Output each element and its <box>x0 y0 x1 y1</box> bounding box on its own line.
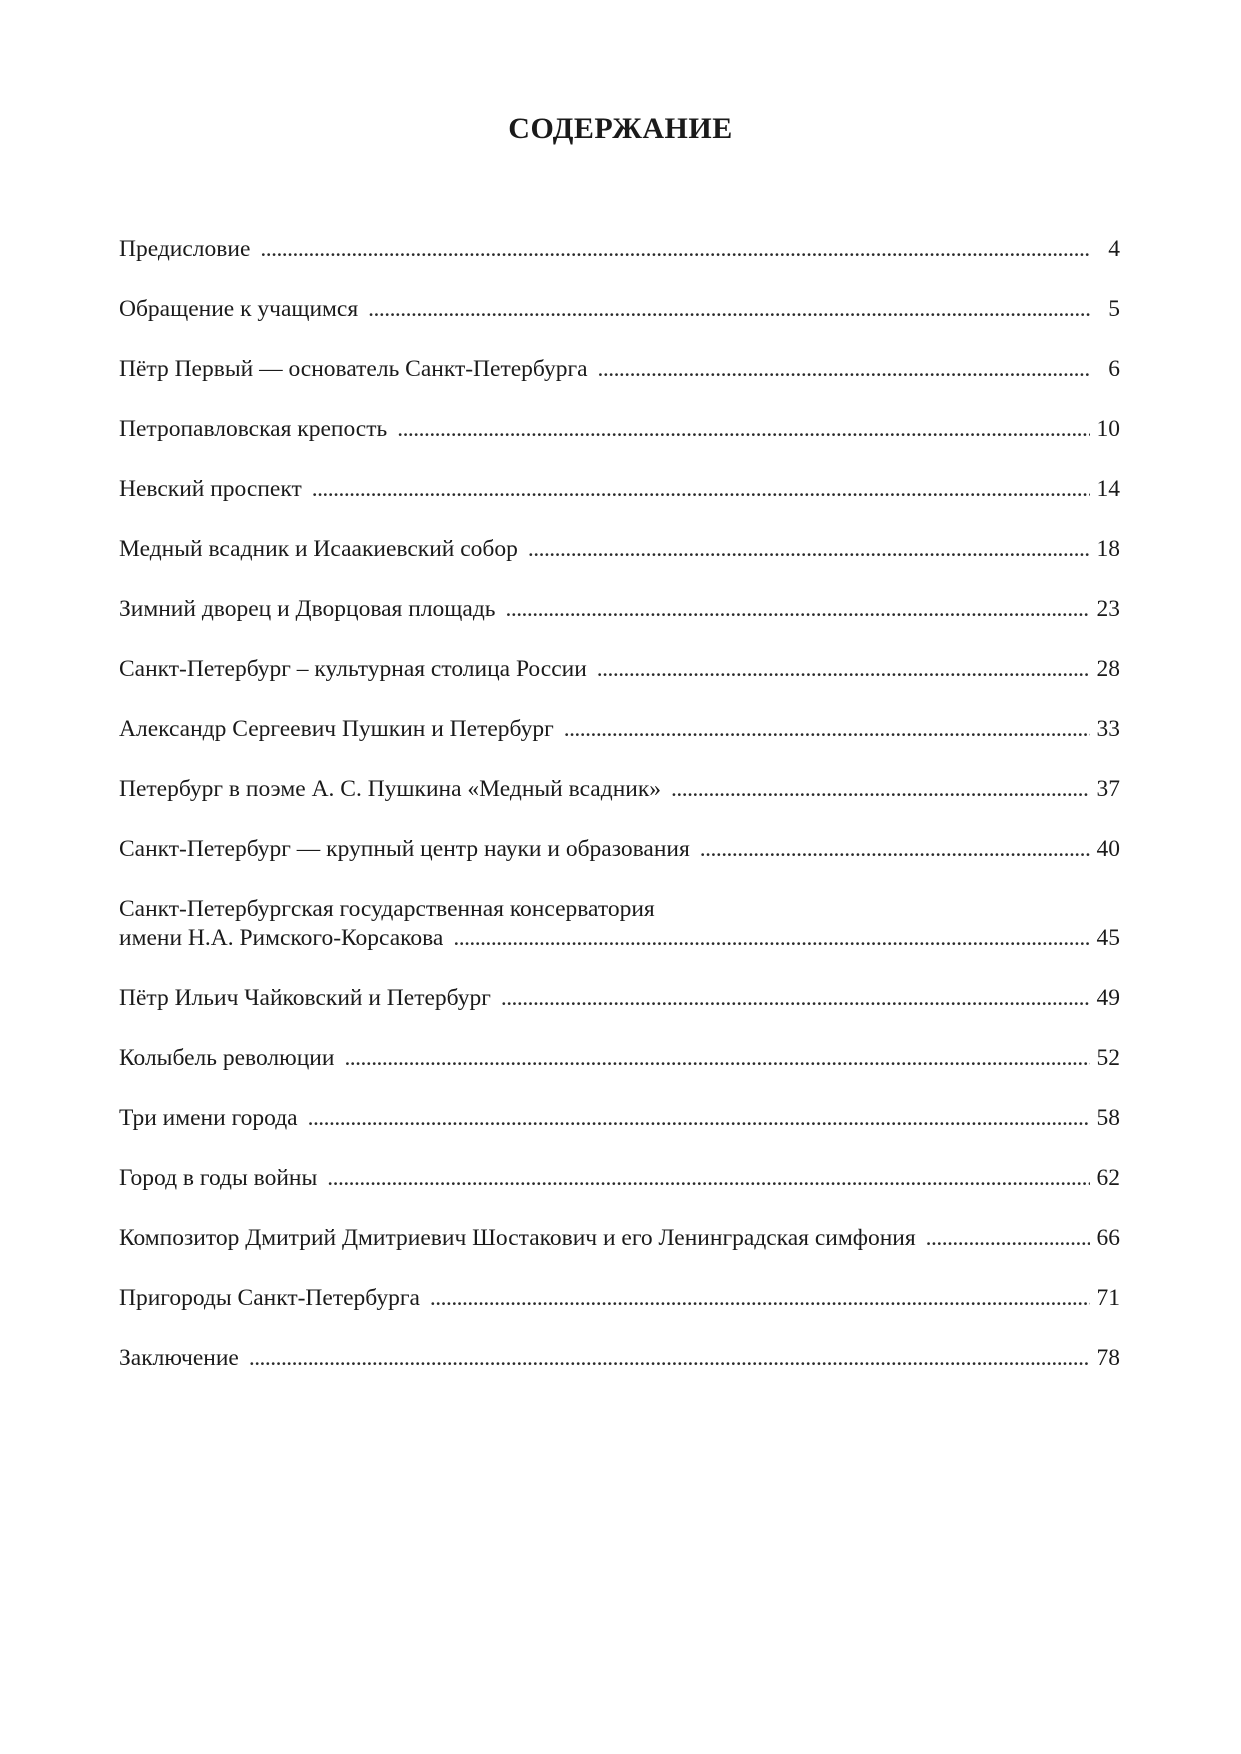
toc-entry-title: Заключение <box>119 1345 239 1371</box>
toc-entry <box>119 355 1120 384</box>
toc-entry-page: 18 <box>1096 536 1120 562</box>
toc-entry-title: Санкт-Петербург – культурная столица России <box>119 656 587 682</box>
dot-leader <box>430 1284 1090 1313</box>
toc-entry <box>119 1224 1120 1253</box>
dot-leader <box>501 984 1090 1013</box>
dot-leader <box>260 235 1090 264</box>
toc-entry-page: 14 <box>1096 476 1120 502</box>
toc-entry-two-line <box>119 895 1120 953</box>
toc-entry-title: имени Н.А. Римского-Корсакова <box>119 925 444 951</box>
toc-entry <box>119 475 1120 504</box>
toc-entry-page: 23 <box>1096 596 1120 622</box>
toc-entry <box>119 415 1120 444</box>
toc-entry <box>119 1104 1120 1133</box>
toc-entry <box>119 235 1120 264</box>
toc-entry-page: 5 <box>1108 296 1120 322</box>
toc-entry-page: 45 <box>1096 925 1120 951</box>
dot-leader <box>564 715 1090 744</box>
toc-entry-page: 40 <box>1096 836 1120 862</box>
toc-entry <box>119 775 1120 804</box>
toc-entry <box>119 295 1120 324</box>
toc-entry <box>119 835 1120 864</box>
page-title: СОДЕРЖАНИЕ <box>508 112 733 145</box>
dot-leader <box>528 535 1090 564</box>
dot-leader <box>249 1344 1090 1373</box>
dot-leader <box>308 1104 1090 1133</box>
dot-leader <box>312 475 1090 504</box>
toc-entry-page: 52 <box>1096 1045 1120 1071</box>
dot-leader <box>397 415 1090 444</box>
toc-entry <box>119 1164 1120 1193</box>
toc-entry-page: 58 <box>1096 1105 1120 1131</box>
toc-entry-page: 49 <box>1096 985 1120 1011</box>
toc-entry-title: Петропавловская крепость <box>119 416 388 442</box>
toc-entry-title-line1: Санкт-Петербургская государственная консерватория <box>119 896 655 922</box>
toc-entry-title: Колыбель революции <box>119 1045 335 1071</box>
table-of-contents <box>119 235 1120 1404</box>
toc-entry-title: Петербург в поэме А. С. Пушкина «Медный всадник» <box>119 776 662 802</box>
toc-entry <box>119 535 1120 564</box>
toc-entry-page: 62 <box>1096 1165 1120 1191</box>
dot-leader <box>598 355 1090 384</box>
toc-entry <box>119 1044 1120 1073</box>
toc-entry <box>119 1284 1120 1313</box>
dot-leader <box>597 655 1090 684</box>
toc-entry-title: Санкт-Петербург — крупный центр науки и образования <box>119 836 690 862</box>
toc-entry-page: 6 <box>1108 356 1120 382</box>
dot-leader <box>926 1224 1090 1253</box>
toc-entry-title: Композитор Дмитрий Дмитриевич Шостакович и его Ленинградская симфония <box>119 1225 916 1251</box>
dot-leader <box>671 775 1090 804</box>
toc-entry <box>119 984 1120 1013</box>
toc-entry-title: Зимний дворец и Дворцовая площадь <box>119 596 496 622</box>
toc-entry-page: 10 <box>1096 416 1120 442</box>
toc-entry-title: Пётр Первый — основатель Санкт-Петербурга <box>119 356 588 382</box>
toc-entry <box>119 715 1120 744</box>
toc-entry-title: Медный всадник и Исаакиевский собор <box>119 536 518 562</box>
dot-leader <box>344 1044 1090 1073</box>
toc-entry-page: 37 <box>1096 776 1120 802</box>
dot-leader <box>700 835 1090 864</box>
dot-leader <box>327 1164 1090 1193</box>
dot-leader <box>506 595 1091 624</box>
dot-leader <box>453 924 1090 953</box>
toc-entry-page: 33 <box>1096 716 1120 742</box>
toc-entry <box>119 655 1120 684</box>
toc-entry-title: Александр Сергеевич Пушкин и Петербург <box>119 716 554 742</box>
toc-entry-page: 78 <box>1096 1345 1120 1371</box>
toc-entry <box>119 1344 1120 1373</box>
toc-entry-page: 71 <box>1096 1285 1120 1311</box>
toc-entry-page: 4 <box>1108 236 1120 262</box>
toc-entry-title: Пригороды Санкт-Петербурга <box>119 1285 420 1311</box>
toc-entry-title: Пётр Ильич Чайковский и Петербург <box>119 985 491 1011</box>
toc-entry-title: Город в годы войны <box>119 1165 318 1191</box>
toc-entry-title: Три имени города <box>119 1105 298 1131</box>
toc-entry <box>119 595 1120 624</box>
toc-entry-title: Предисловие <box>119 236 251 262</box>
toc-entry-page: 66 <box>1096 1225 1120 1251</box>
toc-entry-title: Обращение к учащимся <box>119 296 359 322</box>
dot-leader <box>368 295 1090 324</box>
toc-entry-page: 28 <box>1096 656 1120 682</box>
toc-entry-title: Невский проспект <box>119 476 302 502</box>
